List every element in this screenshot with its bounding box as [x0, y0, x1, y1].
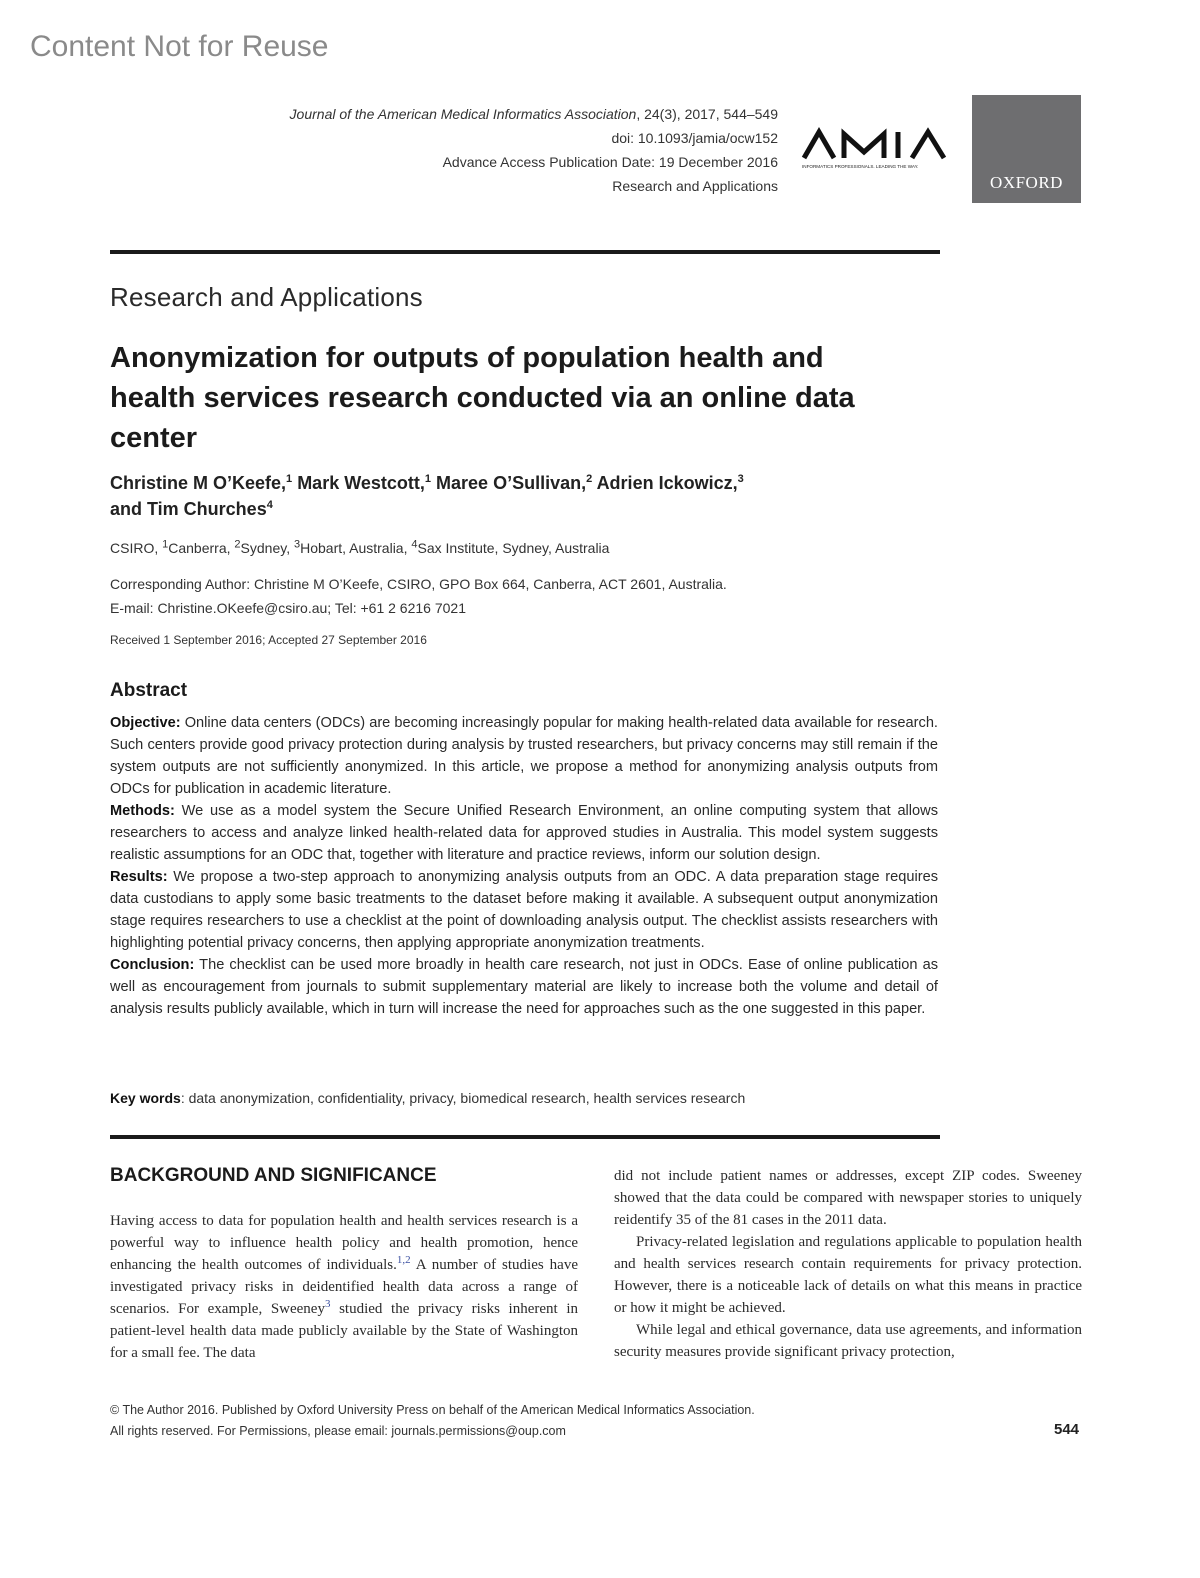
journal-header — [290, 102, 778, 198]
affiliation-org: CSIRO, — [110, 540, 163, 556]
body-text: studied the privacy risks inherent in patient-level health data made publicly available by the State of Washington for a small fee. The data — [110, 1301, 578, 1361]
objective-text: Online data centers (ODCs) are becoming increasingly popular for making health-related data available for research. Such centers provide good privacy protection during analysis by trusted researchers, but privacy concerns may still remain if the system outputs are not sufficiently anonymized. In this article, we propose a method for anonymizing analysis outputs from ODCs for publication in academic literature. — [110, 715, 938, 797]
methods-text: We use as a model system the Secure Unified Research Environment, an online computing system that allows researchers to access and analyze linked health-related data for approved studies in Australia. This model system suggests realistic assumptions for an ODC that, together with literature and practice reviews, inform our solution design. — [110, 803, 938, 863]
body-column-left — [110, 1210, 578, 1364]
keywords — [110, 1090, 745, 1106]
corresponding-author — [110, 572, 727, 620]
affiliation-marker: 2 — [234, 538, 241, 551]
author-affiliation-marker: 2 — [586, 473, 593, 485]
objective-label: Objective: — [110, 715, 181, 731]
author-name: and Tim Churches — [110, 499, 267, 519]
affiliation-marker: 3 — [293, 538, 301, 551]
affiliation-marker: 4 — [411, 538, 418, 551]
author-affiliation-marker: 4 — [266, 499, 273, 511]
affiliation-item: Canberra, — [168, 540, 235, 556]
author-name: Mark Westcott, — [297, 473, 425, 493]
abstract-rule — [110, 1135, 940, 1139]
doi[interactable]: doi: 10.1093/jamia/ocw152 — [611, 130, 778, 146]
affiliation-item: Hobart, Australia, — [300, 540, 412, 556]
section-label: Research and Applications — [110, 282, 423, 312]
citation-link[interactable]: 3 — [324, 1298, 331, 1310]
permissions-line[interactable]: All rights reserved. For Permissions, please email: journals.permissions@oup.com — [110, 1424, 566, 1438]
body-text: A number of studies have investigated privacy risks in deidentified health data across a range of scenarios. For example, Sweeney — [110, 1257, 578, 1317]
header-rule — [110, 250, 940, 254]
author-name: Maree O’Sullivan, — [436, 473, 587, 493]
article-title: Anonymization for outputs of population health and health services research conducted via an online data center — [110, 342, 855, 454]
abstract-body — [110, 712, 938, 1020]
page-number: 544 — [1054, 1421, 1080, 1438]
methods-label: Methods: — [110, 803, 175, 819]
body-paragraph — [110, 1210, 578, 1364]
author-list — [110, 470, 890, 522]
citation-link[interactable]: 1,2 — [396, 1254, 411, 1266]
abstract-objective — [110, 712, 938, 800]
corresponding-contact[interactable]: E-mail: Christine.OKeefe@csiro.au; Tel: +61 2 6216 7021 — [110, 600, 466, 616]
author-affiliation-marker: 1 — [424, 473, 432, 485]
conclusion-label: Conclusion: — [110, 957, 195, 973]
advance-access-date: Advance Access Publication Date: 19 December 2016 — [442, 154, 778, 170]
oxford-logo-text: OXFORD — [990, 173, 1063, 192]
corresponding-address: Corresponding Author: Christine M O’Keefe, CSIRO, GPO Box 664, Canberra, ACT 2601, Australia. — [110, 576, 727, 592]
keywords-label: Key words — [110, 1090, 181, 1106]
body-paragraph: Privacy-related legislation and regulations applicable to population health and health services research contain requirements for privacy protection. However, there is a noticeable lack of details on what this means in practice or how it might be achieved. — [614, 1234, 1082, 1316]
abstract-heading: Abstract — [110, 680, 188, 701]
results-label: Results: — [110, 869, 168, 885]
body-column-right — [614, 1165, 1082, 1363]
results-text: We propose a two-step approach to anonymizing analysis outputs from an ODC. A data preparation stage requires data custodians to apply some basic treatments to the dataset before making it available. A subsequent output anonymization stage requires researchers to use a checklist at the point of downloading analysis output. The checklist assists researchers with highlighting potential privacy concerns, then applying appropriate anonymization treatments. — [110, 869, 938, 951]
journal-volume: , 24(3), 2017, 544–549 — [636, 106, 778, 122]
affiliation-marker: 1 — [162, 538, 169, 551]
conclusion-text: The checklist can be used more broadly in health care research, not just in ODCs. Ease of online publication as well as encouragement from journals to submit supplementary material are likely to increase both the volume and detail of analysis results publicly available, which in turn will increase the need for approaches such as the one suggested in this paper. — [110, 957, 938, 1017]
watermark: Content Not for Reuse — [30, 30, 329, 63]
author-name: Adrien Ickowicz, — [596, 473, 738, 493]
received-dates: Received 1 September 2016; Accepted 27 September 2016 — [110, 633, 427, 647]
abstract-methods — [110, 800, 938, 866]
amia-tagline: INFORMATICS PROFESSIONALS. LEADING THE WAY. — [802, 164, 919, 169]
header-section: Research and Applications — [612, 178, 778, 194]
amia-logo — [800, 126, 955, 170]
author-affiliation-marker: 3 — [737, 473, 744, 485]
affiliation-item: Sydney, — [240, 540, 294, 556]
body-paragraph: did not include patient names or addresses, except ZIP codes. Sweeney showed that the data could be compared with newspaper stories to uniquely reidentify 35 of the 81 cases in the 2011 data. — [614, 1168, 1082, 1228]
affiliations — [110, 540, 609, 556]
abstract-conclusion — [110, 954, 938, 1020]
copyright-footer — [110, 1400, 755, 1442]
body-text: Having access to data for population health and health services research is a powerful way to influence health policy and health promotion, hence enhancing the health outcomes of individuals. — [110, 1213, 578, 1273]
copyright-line: © The Author 2016. Published by Oxford University Press on behalf of the American Medical Informatics Association. — [110, 1403, 755, 1417]
abstract-results — [110, 866, 938, 954]
author-name: Christine M O’Keefe, — [110, 473, 287, 493]
keywords-text: : data anonymization, confidentiality, privacy, biomedical research, health services research — [180, 1090, 746, 1106]
affiliation-item: Sax Institute, Sydney, Australia — [417, 540, 610, 556]
journal-name: Journal of the American Medical Informatics Association — [289, 106, 637, 122]
oxford-logo — [972, 95, 1081, 203]
author-affiliation-marker: 1 — [286, 473, 293, 485]
body-paragraph: While legal and ethical governance, data use agreements, and information security measures provide significant privacy protection, — [614, 1322, 1082, 1360]
background-heading: BACKGROUND AND SIGNIFICANCE — [110, 1165, 437, 1186]
